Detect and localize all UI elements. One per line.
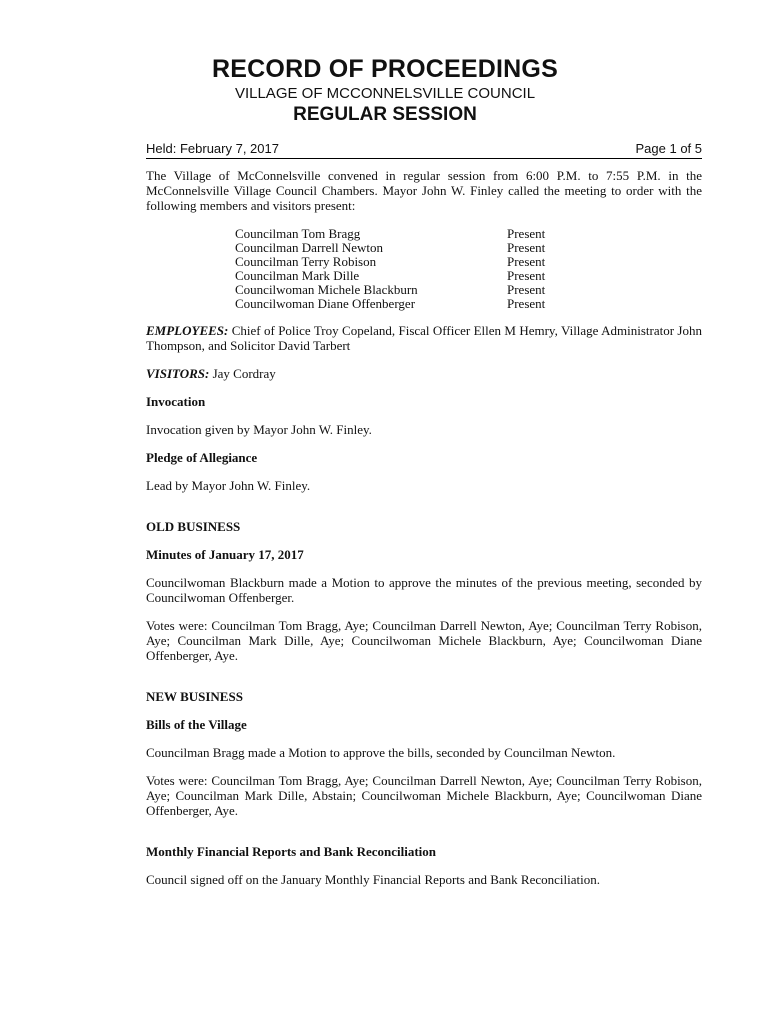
bills-heading: Bills of the Village (146, 717, 247, 732)
employees-label: EMPLOYEES: (146, 323, 229, 338)
member-status: Present (507, 282, 546, 297)
member-name: Councilman Darrell Newton (235, 240, 384, 255)
financial-heading: Monthly Financial Reports and Bank Reconciliation (146, 844, 436, 859)
member-row (235, 240, 565, 254)
new-business-heading: NEW BUSINESS (146, 689, 243, 704)
visitors-text: Jay Cordray (209, 366, 276, 381)
document-header (0, 54, 770, 126)
member-row (235, 268, 565, 282)
visitors-paragraph (146, 366, 702, 381)
member-status: Present (507, 268, 546, 283)
minutes-motion: Councilwoman Blackburn made a Motion to approve the minutes of the previous meeting, seconded by Councilwoman Offenberger. (146, 575, 702, 605)
member-row (235, 254, 565, 268)
member-row (235, 282, 565, 296)
bills-votes: Votes were: Councilman Tom Bragg, Aye; Councilman Darrell Newton, Aye; Councilman Terry Robison, Aye; Councilman Mark Dille, Abstain; Councilwoman Michele Blackburn, Aye; Councilwoman Diane Offenberger, Aye. (146, 773, 702, 818)
held-line (146, 141, 702, 159)
members-list (235, 226, 565, 310)
minutes-votes: Votes were: Councilman Tom Bragg, Aye; Councilman Darrell Newton, Aye; Councilman Terry Robison, Aye; Councilman Mark Dille, Aye; Councilwoman Michele Blackburn, Aye; Councilwoman Diane Offenberger, Aye. (146, 618, 702, 663)
member-name: Councilman Tom Bragg (235, 226, 361, 241)
page-number: Page 1 of 5 (635, 141, 702, 156)
visitors-label: VISITORS: (146, 366, 210, 381)
member-status: Present (507, 240, 546, 255)
held-date: Held: February 7, 2017 (146, 141, 279, 156)
document-title: RECORD OF PROCEEDINGS (212, 55, 558, 83)
council-name: VILLAGE OF MCCONNELSVILLE COUNCIL (234, 85, 536, 102)
invocation-text: Invocation given by Mayor John W. Finley. (146, 422, 372, 437)
member-name: Councilwoman Michele Blackburn (235, 282, 418, 297)
pledge-heading: Pledge of Allegiance (146, 450, 258, 465)
member-name: Councilman Mark Dille (235, 268, 360, 283)
member-name: Councilwoman Diane Offenberger (235, 296, 416, 311)
member-name: Councilman Terry Robison (235, 254, 377, 269)
member-row (235, 296, 565, 310)
minutes-heading: Minutes of January 17, 2017 (146, 547, 304, 562)
old-business-heading: OLD BUSINESS (146, 519, 241, 534)
document-body (146, 168, 702, 887)
pledge-text: Lead by Mayor John W. Finley. (146, 478, 311, 493)
member-status: Present (507, 254, 546, 269)
member-row (235, 226, 565, 240)
member-status: Present (507, 296, 546, 311)
intro-paragraph: The Village of McConnelsville convened in regular session from 6:00 P.M. to 7:55 P.M. in the McConnelsville Village Council Chambers. Mayor John W. Finley called the meeting to order with the following members and visitors present: (146, 168, 702, 213)
employees-text: Chief of Police Troy Copeland, Fiscal Officer Ellen M Hemry, Village Administrator John Thompson, and Solicitor David Tarbert (146, 323, 702, 353)
employees-paragraph (146, 323, 702, 353)
financial-text: Council signed off on the January Monthly Financial Reports and Bank Reconciliation. (146, 872, 600, 887)
bills-motion: Councilman Bragg made a Motion to approve the bills, seconded by Councilman Newton. (146, 745, 616, 760)
member-status: Present (507, 226, 546, 241)
invocation-heading: Invocation (146, 394, 206, 409)
session-type: REGULAR SESSION (293, 104, 477, 125)
